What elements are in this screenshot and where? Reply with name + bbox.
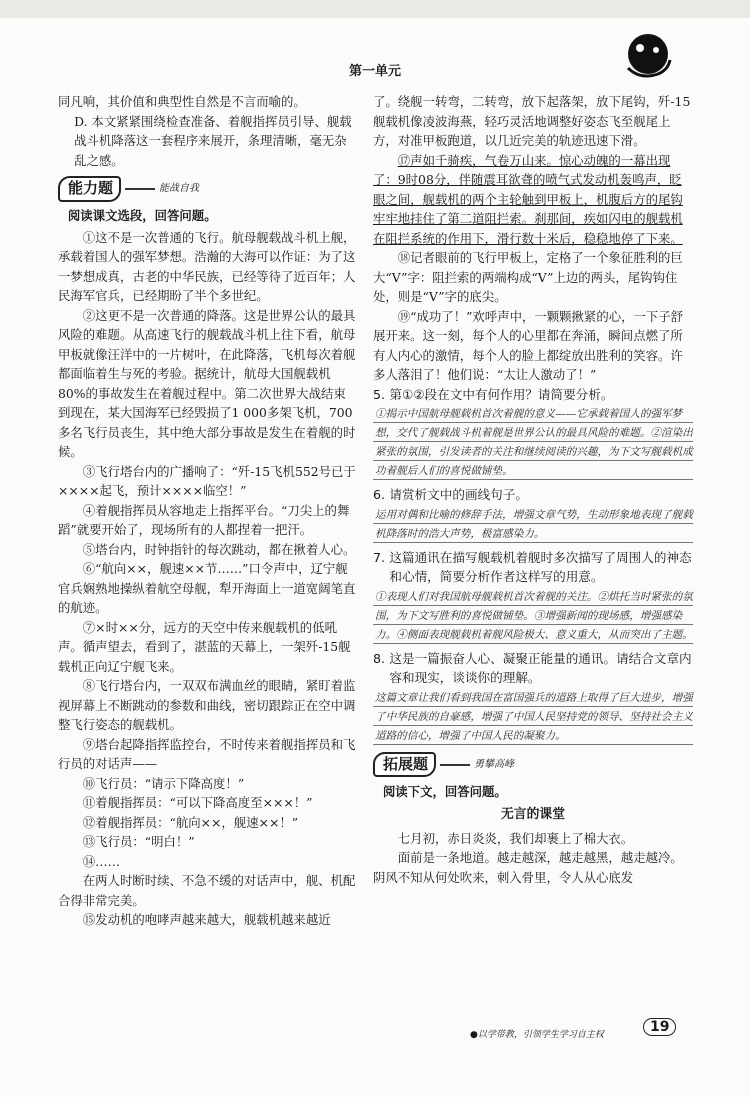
paragraph-15: ⑮发动机的咆哮声越来越大，舰载机越来越近 [82,912,331,927]
paragraph-8: ⑧飞行塔台内，一双双布满血丝的眼睛，紧盯着监视屏幕上不断跳动的参数和曲线，密切跟踪正在空中调整飞行姿态的舰载机。 [58,678,356,732]
paragraph-16: 了。绕舰一转弯，二转弯，放下起落架，放下尾钩，歼-15舰载机像凌波海燕，轻巧灵活地调整好姿态飞至舰尾上方，对准甲板跑道，以几近完美的轨迹迅速下滑。 [373,94,691,148]
paragraph-1: ①这不是一次普通的飞行。航母舰载战斗机上舰，承载着国人的强军梦想。浩瀚的大海可以作证：为了这一梦想成真，古老的中华民族，已经等待了近百年；人民海军官兵，已经期盼了半个多世纪。 [58,229,356,303]
paragraph: 同凡响，其价值和典型性自然是不言而喻的。 [58,94,306,109]
left-column [58,92,358,930]
instruction: 阅读课文选段，回答问题。 [67,208,217,223]
section-subtitle: 能战自我 [159,183,200,195]
divider [125,188,155,190]
ink-blot-icon [620,28,676,84]
paragraph-7: ⑦×时××分，远方的天空中传来舰载机的低吼声。循声望去，看到了，湛蓝的天幕上，一架歼-15舰载机正向辽宁舰飞来。 [58,619,351,674]
page-number: 19 [643,1018,676,1036]
section-subtitle: 勇攀高峰 [474,758,515,770]
article-paragraph: 面前是一条地道。越走越深，越走越黑，越走越冷。阴风不知从何处吹来，刺入骨里，令人从心底发 [373,850,683,885]
question-7: 7. 这篇通讯在描写舰载机着舰时多次描写了周围人的神态和心情，简要分析作者这样写的用意。 [373,549,692,584]
section-header-extension [373,752,693,778]
instruction: 阅读下文，回答问题。 [382,783,507,799]
paragraph-9: ⑨塔台起降指挥监控台，不时传来着舰指挥员和飞行员的对话声—— [58,736,356,771]
dialogue-line: ⑩飞行员：“请示下降高度！” [82,775,245,791]
question-5: 5. 第①②段在文中有何作用？请简要分析。 [373,386,614,402]
answer-6: 运用对偶和比喻的修辞手法，增强文章气势，生动形象地表现了舰载机降落时的浩大声势，极富感染力。 [373,506,693,544]
paragraph-19: ⑲“成功了！”欢呼声中，一颗颗揪紧的心，一下子舒展开来。这一刻，每个人的心里都在奔涌，瞬间点燃了所有人内心的激情，每个人的脸上都绽放出胜利的笑容。许多人落泪了！他们说：“太让人激动了！” [373,308,684,382]
paragraph-3: ③飞行塔台内的广播响了：“歼-15飞机552号已于××××起飞，预计××××临空！” [58,463,356,498]
dialogue-line: ⑫着舰指挥员：“航向××，舰速××！” [82,814,299,830]
option-d: D. 本文紧紧围绕检查准备、着舰指挥员引导、舰载战斗机降落这一套程序来展开，条理清晰，毫无杂乱之感。 [74,113,352,168]
paragraph-18: ⑱记者眼前的飞行甲板上，定格了一个象征胜利的巨大“V”字：阻拦索的两端构成“V”上边的两头，尾钩钩住处，则是“V”字的底尖。 [373,250,683,304]
paragraph-6: ⑥“航向××，舰速××节……”口令声中，辽宁舰官兵娴熟地操纵着航空母舰，犁开海面上一道宽阔笔直的航迹。 [58,561,356,615]
question-6: 6. 请赏析文中的画线句子。 [373,487,528,502]
dialogue-line: ⑬飞行员：“明白！” [82,834,195,849]
right-column [373,92,693,887]
unit-title: 第一单元 [348,64,401,79]
paragraph: 在两人时断时续、不急不缓的对话声中，舰、机配合得非常完美。 [58,873,356,908]
question-8: 8. 这是一篇振奋人心、凝聚正能量的通讯。请结合文章内容和现实，谈谈你的理解。 [373,650,692,685]
footer-slogan: ●以学带教，引领学生学习自主权 [470,1030,604,1040]
section-label: 拓展题 [373,752,436,778]
answer-8: 这篇文章让我们看到我国在富国强兵的道路上取得了巨大进步，增强了中华民族的自豪感，增强了中国人民坚持党的领导、坚持社会主义道路的信心，增强了中国人民的凝聚力。 [373,689,693,746]
article-title: 无言的课堂 [501,807,565,822]
section-header-ability [58,176,358,202]
dialogue-line: ⑪着舰指挥员：“可以下降高度至×××！” [82,795,313,810]
section-label: 能力题 [58,176,121,202]
divider [440,764,470,766]
dialogue-line: ⑭…… [82,853,120,869]
answer-7: ①表现人们对我国航母舰载机首次着舰的关注。②烘托当时紧张的氛围，为下文写胜利的喜悦做铺垫。③增强新闻的现场感，增强感染力。④侧面表现舰载机着舰风险极大、意义重大，从而突出了主题。 [373,588,693,645]
article-paragraph: 七月初，赤日炎炎，我们却裹上了棉大衣。 [397,830,634,846]
top-band [0,0,750,18]
paragraph-2: ②这更不是一次普通的降落。这是世界公认的最具风险的难题。从高速飞行的舰载战斗机上往下看，航母甲板就像汪洋中的一片树叶，在此降落，飞机每次着舰都面临着生与死的考验。据统计，航母大国舰载机80%的事故发生在着舰过程中。第二次世界大战结束到现在，某大国海军已经毁损了1 000多架飞机，700多名飞行员丧生，其中绝大部分事故是发生在着舰的时候。 [58,307,356,459]
paragraph-5: ⑤塔台内，时钟指针的每次跳动，都在揪着人心。 [82,541,356,557]
paragraph-4: ④着舰指挥员从容地走上指挥平台。“刀尖上的舞蹈”就要开始了，现场所有的人都捏着一把汗。 [58,502,350,537]
paragraph-17-underlined: ⑰声如千骑疾，气卷万山来。惊心动魄的一幕出现了：9时08分，伴随震耳欲聋的喷气式发动机轰鸣声，眨眼之间，舰载机的两个主轮触到甲板上，机腹后方的尾钩牢牢地挂住了第二道阻拦索。刹那间，疾如闪电的舰载机在阻拦系统的作用下，滑行数十米后，稳稳地停了下来。 [373,152,683,246]
answer-5: ①揭示中国航母舰载机首次着舰的意义——它承载着国人的强军梦想，交代了舰载战斗机着舰是世界公认的最具风险的难题。②渲染出紧张的氛围，引发读者的关注和继续阅读的兴趣，为下文写舰载机成功着舰后人们的喜悦做铺垫。 [373,405,693,481]
